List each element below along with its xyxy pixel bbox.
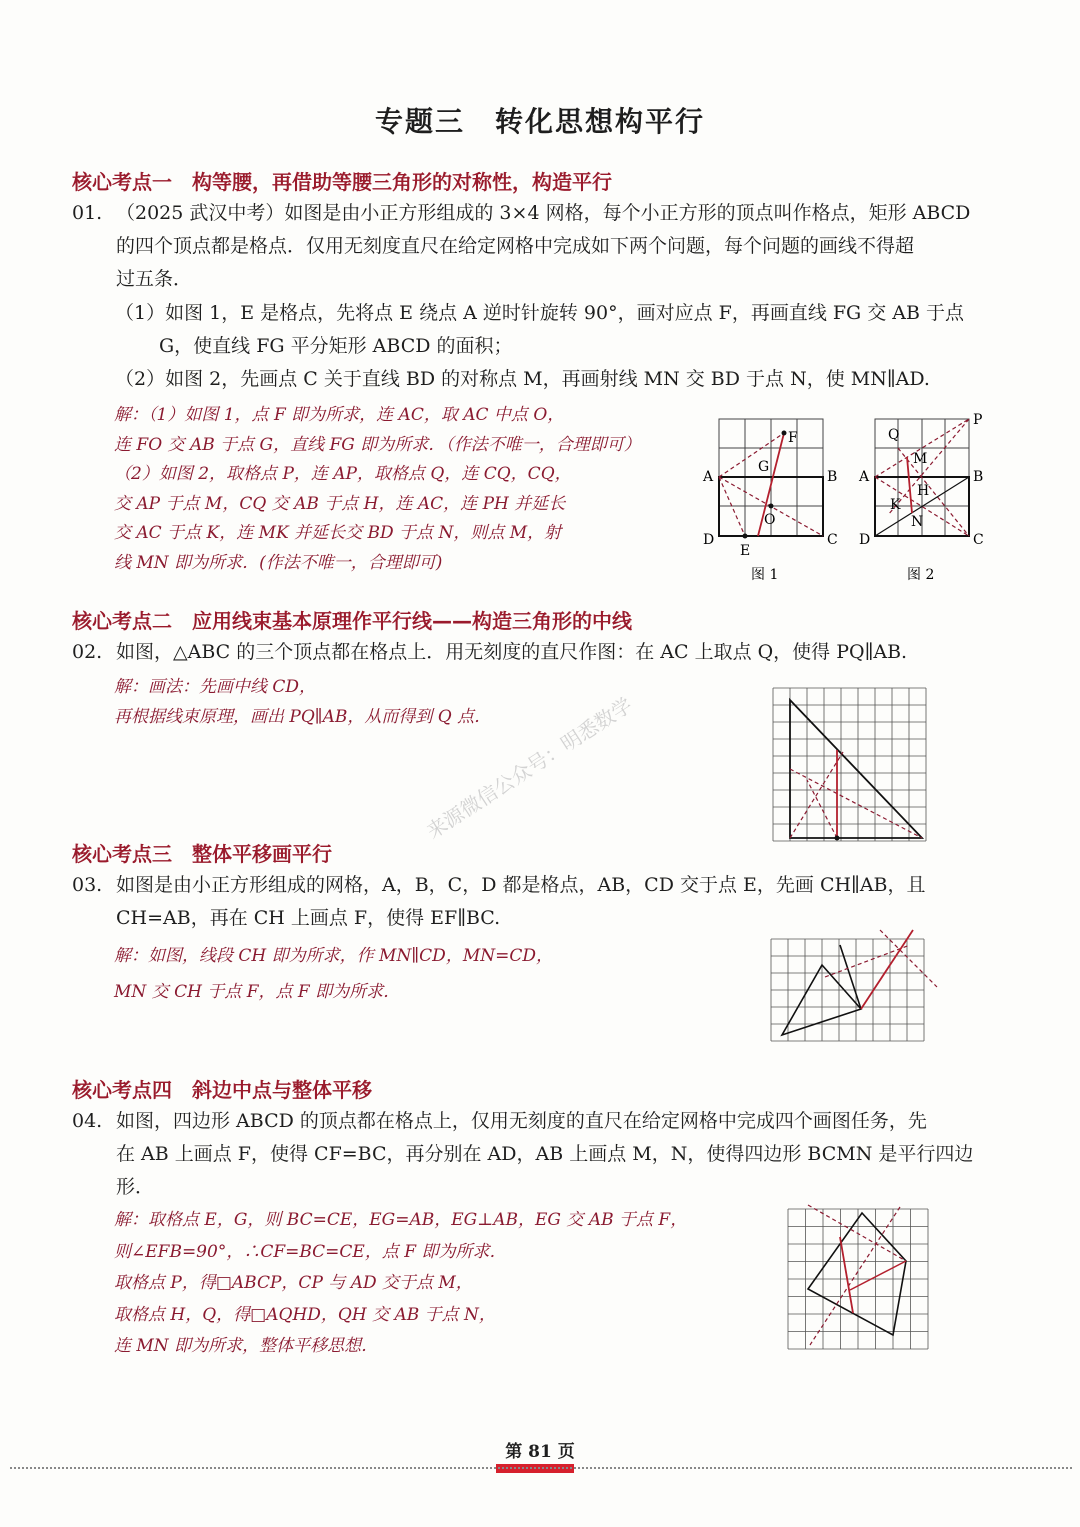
solution-line: MN 交 CH 于点 F，点 F 即为所求． [114,982,401,1002]
solution-line: 解：取格点 E，G，则 BC=CE，EG=AB，EG⊥AB，EG 交 AB 于点 F， [114,1210,688,1230]
solution-line: 解：（1）如图 1，点 F 即为所求，连 AC，取 AC 中点 O， [114,405,565,425]
label-b: B [827,469,838,485]
label-f: F [788,430,798,446]
question-line: 如图是由小正方形组成的网格，A，B，C，D 都是格点，AB，CD 交于点 E，先画 CH∥AB，且 [116,874,926,896]
page-title: 专题三 转化思想构平行 [374,105,705,138]
label-h: H [917,483,930,499]
label-q: Q [888,427,900,443]
question-line: G，使直线 FG 平分矩形 ABCD 的面积； [159,335,513,357]
label-n: N [911,514,924,530]
section-heading-3: 核心考点三 整体平移画平行 [72,842,332,866]
figure-caption: 图 2 [907,567,935,583]
solution-line: 连 FO 交 AB 于点 G，直线 FG 即为所求．（作法不唯一，合理即可） [114,434,641,455]
solution-line: 取格点 H，Q，得□AQHD，QH 交 AB 于点 N， [114,1304,496,1325]
footer-divider [10,1467,1072,1469]
solution-3 [114,938,674,1010]
question-line: 在 AB 上画点 F，使得 CF=BC，再分别在 AD，AB 上画点 M，N，使得四边形 BCMN 是平行四边 [116,1143,974,1165]
label-d: D [703,532,715,548]
solution-1 [114,401,714,578]
figure-q4 [780,1185,950,1365]
figure-q3 [765,915,955,1055]
label-m: M [913,451,928,467]
solution-line: 交 AP 于点 M，CQ 交 AB 于点 H，连 AC，连 PH 并延长 [114,493,566,514]
solution-line: 再根据线束原理，画出 PQ∥AB，从而得到 Q 点． [114,706,492,727]
label-c: C [827,532,838,548]
question-1 [72,197,984,296]
label-p: P [973,412,983,428]
question-2 [72,636,984,669]
question-number: 01. [72,202,103,224]
figure-1 [695,405,845,590]
watermark: 来源微信公众号：明悉数学 [422,692,637,844]
label-c: C [973,532,984,548]
question-line: CH=AB，再在 CH 上画点 F，使得 EF∥BC. [116,907,501,929]
question-number: 03. [72,874,103,896]
solution-line: （2）如图 2，取格点 P，连 AP，取格点 Q，连 CQ，CQ， [114,464,572,484]
question-line: 形． [116,1176,155,1198]
question-line: 如图，四边形 ABCD 的顶点都在格点上，仅用无刻度的直尺在给定网格中完成四个画图任务，先 [116,1110,927,1132]
question-number: 02. [72,641,103,663]
label-a: A [859,469,870,485]
question-line: 过五条． [116,268,193,290]
solution-line: 取格点 P，得□ABCP，CP 与 AD 交于点 M， [114,1273,473,1293]
solution-line: 解：画法：先画中线 CD， [114,677,317,697]
question-line: （2025 武汉中考）如图是由小正方形组成的 3×4 网格，每个小正方形的顶点叫作格点，矩形 ABCD [116,202,971,224]
question-1-part-1 [115,297,983,396]
label-g: G [758,459,770,475]
solution-line: 则∠EFB=90°，∴CF=BC=CE，点 F 即为所求． [114,1241,507,1262]
section-heading-1: 核心考点一 构等腰，再借助等腰三角形的对称性，构造平行 [72,170,612,194]
label-o: O [764,512,776,528]
figure-2 [855,405,995,590]
label-e: E [740,543,751,559]
section-heading-2: 核心考点二 应用线束基本原理作平行线——构造三角形的中线 [72,609,632,633]
question-line: （1）如图 1，E 是格点，先将点 E 绕点 A 逆时针旋转 90°，画对应点 F，再画直线 FG 交 AB 于点 [115,302,965,324]
solution-line: 解：如图，线段 CH 即为所求，作 MN∥CD，MN=CD， [114,946,553,966]
figure-caption: 图 1 [751,567,779,583]
label-k: K [890,497,901,513]
page-number: 第 81 页 [505,1442,575,1462]
solution-line: 线 MN 即为所求．(作法不唯一，合理即可) [114,552,443,573]
solution-line: 连 MN 即为所求，整体平移思想． [114,1336,379,1356]
label-a: A [703,469,714,485]
figure-q2 [765,680,945,855]
solution-line: 交 AC 于点 K，连 MK 并延长交 BD 于点 N，则点 M，射 [114,523,562,543]
solution-4 [114,1205,754,1363]
question-line: 如图，△ABC 的三个顶点都在格点上．用无刻度的直尺作图：在 AC 上取点 Q，使得 PQ∥AB. [116,641,908,663]
label-b: B [973,469,984,485]
question-number: 04. [72,1110,103,1132]
section-heading-4: 核心考点四 斜边中点与整体平移 [72,1078,372,1102]
question-line: 的四个顶点都是格点．仅用无刻度直尺在给定网格中完成如下两个问题，每个问题的画线不得超 [116,235,915,257]
question-line: （2）如图 2，先画点 C 关于直线 BD 的对称点 M，再画射线 MN 交 BD 于点 N，使 MN∥AD. [115,368,930,390]
label-d: D [859,532,871,548]
